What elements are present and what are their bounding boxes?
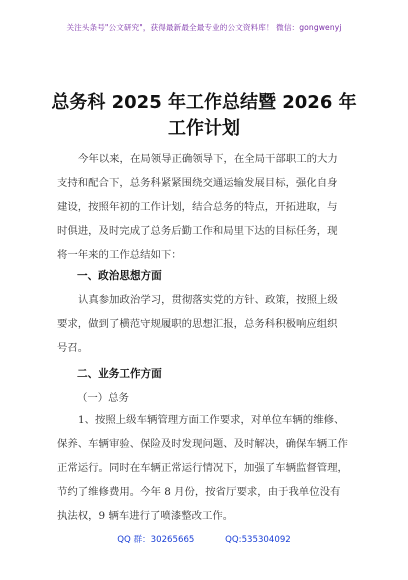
politics-line: 号召。 [57,342,89,354]
section-heading-politics: 一、政治思想方面 [77,270,162,282]
business-line: 节约了维修费用。今年 8 月份，按省厅要求，由于我单位没有 [57,486,341,498]
footer-contact [0,533,408,545]
intro-line: 今年以来，在局领导正确领导下，在全局干部职工的大力 [78,153,338,165]
business-line: 1、按照上级车辆管理方面工作要求，对单位车辆的维修、 [78,414,345,426]
title-line-2: 工作计划 [168,118,240,139]
business-paragraph [57,408,360,528]
intro-line: 支持和配合下，总务科紧紧围绕交通运输发展目标，强化自身 [57,177,338,189]
business-line: 保养、车辆审验、保险及时发现问题、及时解决，确保车辆工作 [57,438,348,450]
intro-line: 将一年来的工作总结如下： [57,249,182,261]
section-heading-business: 二、业务工作方面 [77,368,162,380]
business-line: 正常运行。同时在车辆正常运行情况下，加强了车辆监督管理， [57,462,348,474]
title-line-1: 总务科 2025 年工作总结暨 2026 年 [51,92,357,113]
document-title [40,90,368,142]
footer-qq-group: QQ 群：30265665 [117,535,195,545]
politics-paragraph [57,288,360,360]
politics-line: 要求，做到了横范守规履职的思想汇报，总务科积极响应组织 [57,318,338,330]
intro-paragraph [57,147,360,267]
subsection-general-affairs: （一）总务 [77,392,129,404]
intro-line: 时俱进，及时完成了总务后勤工作和局里下达的目标任务，现 [57,225,338,237]
header-note: 关注头条号"公文研究"，获得最新最全最专业的公文资料库！ 微信：gongwenyj [66,23,342,32]
intro-line: 建设，按照年初的工作计划，结合总务的特点，开拓进取，与 [57,201,338,213]
business-line: 执法权，9 辆车进行了喷漆整改工作。 [57,510,234,522]
footer-qq-number: QQ:535304092 [225,535,291,545]
politics-line: 认真参加政治学习，贯彻落实党的方针、政策，按照上级 [78,294,338,306]
